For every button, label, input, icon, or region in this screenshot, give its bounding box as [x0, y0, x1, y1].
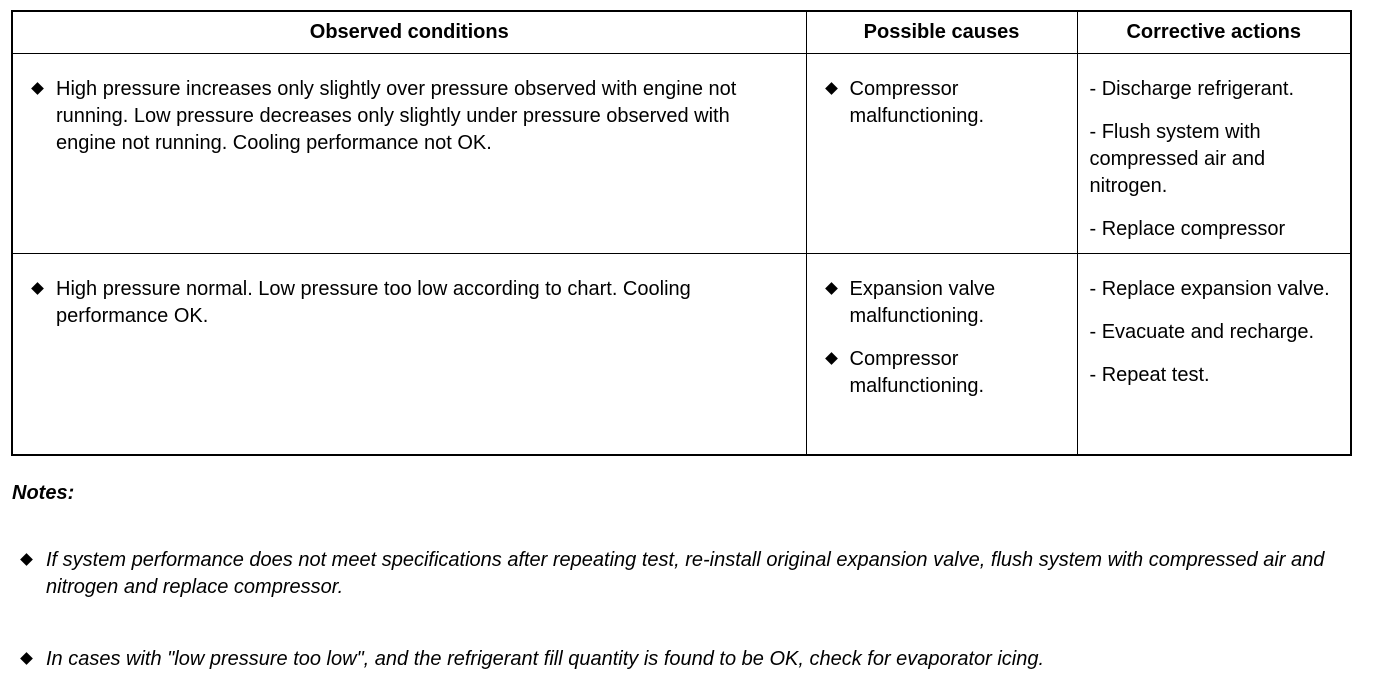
action-text: - Replace compressor: [1089, 218, 1286, 240]
diamond-bullet-icon: [825, 82, 838, 95]
note-item: [18, 547, 1338, 601]
actions-cell: [1077, 54, 1351, 254]
action-text: - Evacuate and recharge.: [1089, 321, 1315, 343]
diamond-bullet-icon: [825, 282, 838, 295]
notes-title: Notes:: [12, 482, 75, 504]
cause-text: Compressor malfunctioning.: [849, 78, 985, 127]
condition-cell: [12, 254, 806, 455]
action-text: - Replace expansion valve.: [1089, 278, 1330, 300]
causes-cell: [806, 54, 1077, 254]
actions-cell: [1077, 254, 1351, 455]
cause-text: Expansion valve malfunctioning.: [849, 278, 996, 327]
header-corrective-actions: Corrective actions: [1077, 11, 1351, 54]
condition-text: High pressure increases only slightly over pressure observed with engine not running. Low pressure decreases only slightly under pressure observed with engine not running. Cooling performance not OK.: [56, 78, 737, 154]
diamond-bullet-icon: [20, 652, 33, 665]
table-row: [12, 54, 1351, 254]
action-text: - Flush system with compressed air and nitrogen.: [1089, 121, 1266, 197]
header-observed-conditions: Observed conditions: [12, 11, 806, 54]
note-text: In cases with "low pressure too low", and the refrigerant fill quantity is found to be OK, check for evaporator icing.: [46, 648, 1045, 670]
header-possible-causes: Possible causes: [806, 11, 1077, 54]
table-header-row: [12, 11, 1351, 54]
causes-cell: [806, 254, 1077, 455]
diagnosis-table: [11, 10, 1352, 456]
diamond-bullet-icon: [825, 352, 838, 365]
table-row: [12, 254, 1351, 455]
action-text: - Repeat test.: [1089, 364, 1210, 386]
condition-cell: [12, 54, 806, 254]
diamond-bullet-icon: [20, 553, 33, 566]
condition-text: High pressure normal. Low pressure too low according to chart. Cooling performance OK.: [56, 278, 691, 327]
cause-text: Compressor malfunctioning.: [849, 348, 985, 397]
action-text: - Discharge refrigerant.: [1089, 78, 1295, 100]
diamond-bullet-icon: [31, 82, 44, 95]
note-text: If system performance does not meet specifications after repeating test, re-install original expansion valve, flush system with compressed air and nitrogen and replace compressor.: [46, 549, 1325, 598]
note-item: [18, 646, 1338, 673]
diamond-bullet-icon: [31, 282, 44, 295]
